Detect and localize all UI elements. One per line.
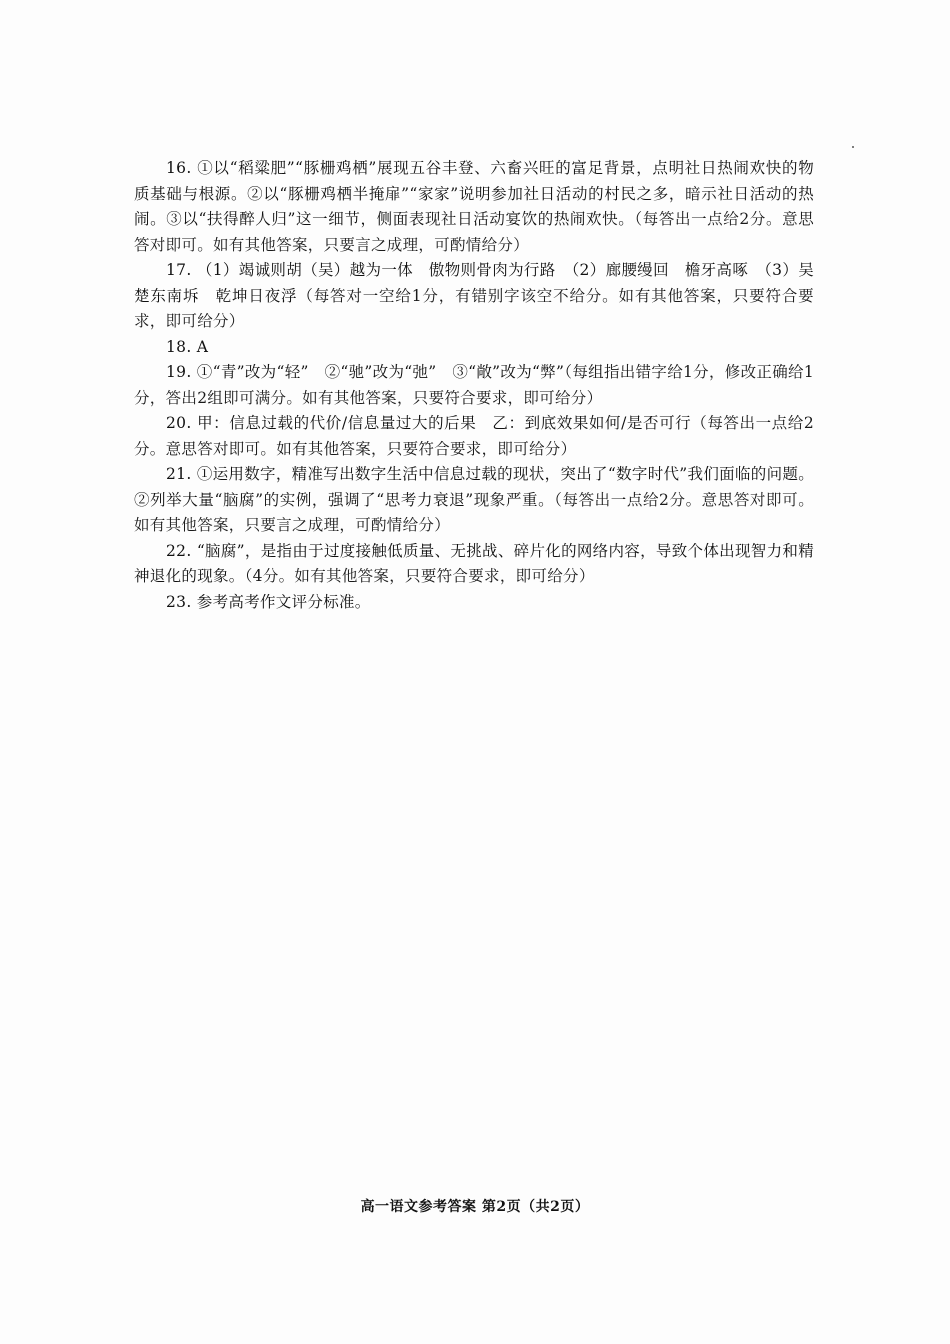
- scoring-note: （每答对一空给1分，有错别字该空不给分。如有其他答案，只要符合要求，即可给分）: [134, 286, 814, 330]
- answer-text: （1）竭诚则胡（吴）越为一体 傲物则骨肉为行路 （2）廊腰缦回 檐牙高啄 （3）吴楚东南坼 乾坤日夜浮: [134, 261, 814, 305]
- answer-item-23: [134, 590, 814, 616]
- answer-number: 20.: [166, 414, 192, 432]
- answer-item-16: [134, 156, 814, 258]
- answer-text: A: [196, 337, 209, 356]
- answer-number: 22.: [166, 541, 192, 560]
- answer-item-19: [134, 360, 814, 411]
- answer-number: 23.: [166, 592, 192, 611]
- scoring-note: （4分。如有其他答案，只要符合要求，即可给分）: [244, 567, 595, 585]
- answer-text: ①“青”改为“轻” ②“驰”改为“弛” ③“敞”改为“弊”: [196, 363, 565, 381]
- answer-text: “脑腐”，是指由于过度接触低质量、无挑战、碎片化的网络内容，导致个体出现智力和精神退化的现象。: [134, 541, 814, 585]
- scoring-note: （每答出一点给2分。意思答对即可。如有其他答案，只要言之成理，可酌情给分）: [134, 210, 814, 254]
- answer-text: 甲：信息过载的代价/信息量过大的后果 乙：到底效果如何/是否可行: [197, 414, 692, 432]
- answer-number: 19.: [166, 363, 192, 381]
- answer-number: 18.: [166, 337, 192, 356]
- answer-number: 16.: [166, 159, 192, 177]
- answer-item-20: [134, 411, 814, 462]
- answer-item-17: [134, 258, 814, 335]
- answer-list: [134, 156, 814, 615]
- answer-item-22: [134, 539, 814, 590]
- page-footer: 高一语文参考答案 第2页（共2页）: [360, 1199, 590, 1215]
- answer-text: ①运用数字，精准写出数字生活中信息过载的现状，突出了“数字时代”我们面临的问题。②列举大量“脑腐”的实例，强调了“思考力衰退”现象严重。: [134, 465, 814, 509]
- answer-item-21: [134, 462, 814, 539]
- scan-speck: [852, 146, 854, 148]
- answer-number: 21.: [166, 465, 192, 483]
- answer-item-18: [134, 335, 814, 361]
- scoring-note: （每组指出错字给1分，修改正确给1分，答出2组即可满分。如有其他答案，只要符合要求，即可给分）: [134, 363, 814, 407]
- scoring-note: （每答出一点给2分。意思答对即可。如有其他答案，只要言之成理，可酌情给分）: [134, 490, 814, 534]
- answer-text: ①以“稻粱肥”“豚栅鸡栖”展现五谷丰登、六畜兴旺的富足背景，点明社日热闹欢快的物质基础与根源。②以“豚栅鸡栖半掩扉”“家家”说明参加社日活动的村民之多，暗示社日活动的热闹。③以“扶得醉人归”这一细节，侧面表现社日活动宴饮的热闹欢快。: [134, 159, 814, 228]
- answer-text: 参考高考作文评分标准。: [196, 592, 371, 611]
- answer-number: 17.: [166, 261, 192, 279]
- scoring-note: （每答出一点给2分。意思答对即可。如有其他答案，只要符合要求，即可给分）: [134, 414, 815, 458]
